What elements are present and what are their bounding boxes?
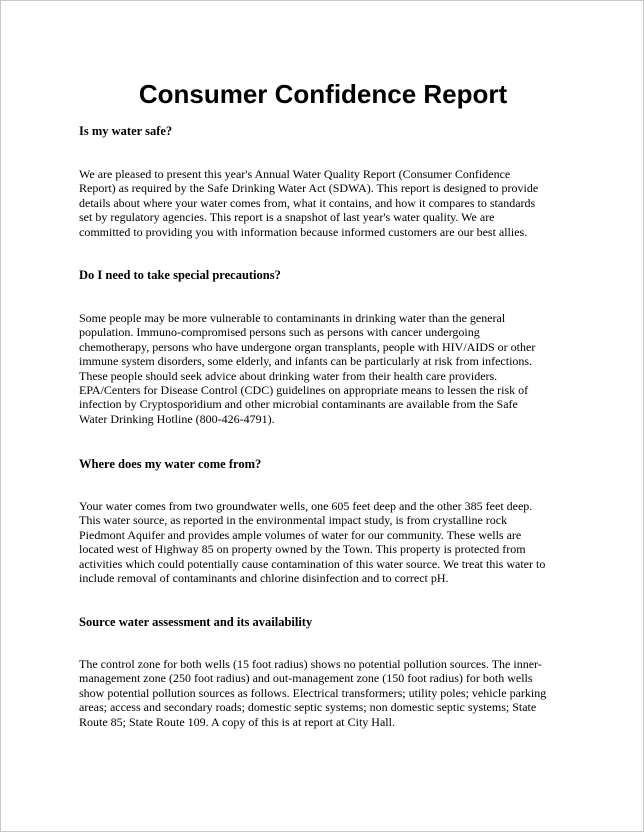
- section-heading-special-precautions: Do I need to take special precautions?: [79, 268, 281, 282]
- paragraph-line: Route 85; State Route 109. A copy of this is at report at City Hall.: [79, 714, 395, 729]
- paragraph-line: include removal of contaminants and chlorine disinfection and to correct pH.: [79, 571, 449, 586]
- document-title: Consumer Confidence Report: [138, 79, 508, 109]
- paragraph-line: chemotherapy, persons who have undergone organ transplants, people with HIV/AIDS or other: [79, 339, 536, 354]
- paragraph-line: Report) as required by the Safe Drinking Water Act (SDWA). This report is designed to provide: [79, 181, 539, 196]
- section-heading-water-safe: Is my water safe?: [79, 124, 173, 138]
- section-paragraph-special-precautions: [79, 311, 579, 426]
- paragraph-line: Some people may be more vulnerable to contaminants in drinking water than the general: [79, 311, 506, 325]
- paragraph-line: Piedmont Aquifer and provides ample volumes of water for our community. These wells are: [79, 527, 522, 542]
- paragraph-line: Water Drinking Hotline (800-426-4791).: [79, 411, 275, 426]
- paragraph-line: The control zone for both wells (15 foot radius) shows no potential pollution sources. The inner-: [79, 657, 542, 671]
- paragraph-line: management zone (250 foot radius) and out-management zone (150 foot radius) for both wells: [79, 671, 533, 686]
- paragraph-line: This water source, as reported in the environmental impact study, is from crystalline rock: [79, 513, 508, 528]
- paragraph-line: Your water comes from two groundwater wells, one 605 feet deep and the other 385 feet deep.: [79, 499, 533, 513]
- paragraph-line: immune system disorders, some elderly, and infants can be particularly at risk from infections.: [79, 354, 533, 369]
- paragraph-line: show potential pollution sources as follows. Electrical transformers; utility poles; vehicle parking: [79, 685, 547, 700]
- paragraph-line: We are pleased to present this year's Annual Water Quality Report (Consumer Confidence: [79, 167, 511, 181]
- section-heading-water-source: Where does my water come from?: [79, 457, 262, 471]
- paragraph-line: areas; access and secondary roads; domestic septic systems; non domestic septic systems; State: [79, 700, 537, 715]
- section-paragraph-water-source: [79, 499, 579, 585]
- paragraph-line: These people should seek advice about drinking water from their health care providers.: [79, 368, 498, 383]
- paragraph-line: located west of Highway 85 on property owned by the Town. This property is protected from: [79, 542, 526, 557]
- paragraph-line: population. Immuno-compromised persons such as persons with cancer undergoing: [79, 325, 480, 340]
- paragraph-line: committed to providing you with information because informed customers are our best allies.: [79, 224, 528, 239]
- paragraph-line: activities which could potentially cause contamination of this water source. We treat this water to: [79, 556, 546, 571]
- paragraph-line: details about where your water comes from, what it contains, and how it compares to standards: [79, 195, 536, 210]
- paragraph-line: EPA/Centers for Disease Control (CDC) guidelines on appropriate means to lessen the risk of: [79, 383, 529, 398]
- section-paragraph-water-safe: [79, 167, 579, 239]
- paragraph-line: infection by Cryptosporidium and other microbial contaminants are available from the Safe: [79, 397, 518, 412]
- section-paragraph-source-assessment: [79, 657, 579, 729]
- paragraph-line: set by regulatory agencies. This report is a snapshot of last year's water quality. We are: [79, 210, 495, 225]
- section-heading-source-assessment: Source water assessment and its availability: [79, 615, 313, 629]
